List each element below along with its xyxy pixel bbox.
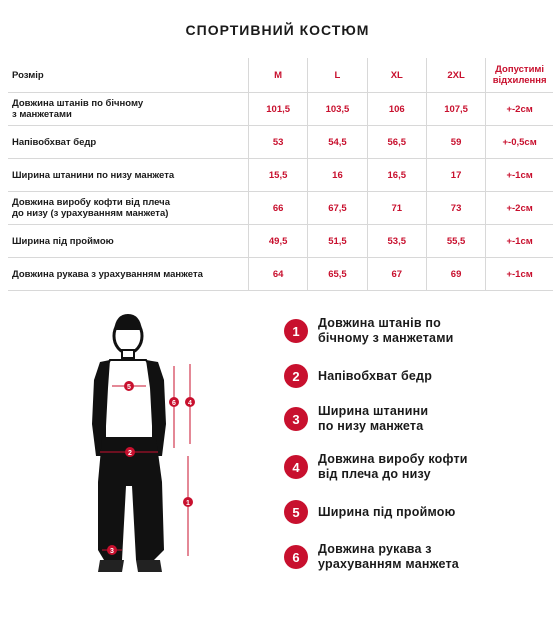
- header-size-l: L: [308, 58, 367, 93]
- marker-2: 2: [128, 450, 132, 457]
- legend-text: Ширина штанини по низу манжета: [318, 404, 429, 433]
- cell-m: 49,5: [248, 225, 307, 258]
- legend-text: Довжина рукава з урахуванням манжета: [318, 542, 459, 571]
- cell-m: 101,5: [248, 93, 307, 126]
- cell-m: 64: [248, 258, 307, 291]
- header-tolerance: Допустимі відхилення: [486, 58, 553, 93]
- cell-m: 53: [248, 126, 307, 159]
- legend-number-badge: 3: [284, 407, 308, 431]
- cell-m: 66: [248, 192, 307, 225]
- cell-l: 67,5: [308, 192, 367, 225]
- header-size-2xl: 2XL: [426, 58, 485, 93]
- page-title: СПОРТИВНИЙ КОСТЮМ: [185, 22, 370, 38]
- cell-l: 54,5: [308, 126, 367, 159]
- legend-number-badge: 1: [284, 319, 308, 343]
- tracksuit-figure: [70, 306, 240, 596]
- cell-tolerance: +-2см: [486, 93, 553, 126]
- table-row: [8, 126, 553, 159]
- cell-xl: 53,5: [367, 225, 426, 258]
- cell-xl: 67: [367, 258, 426, 291]
- cell-tolerance: +-1см: [486, 159, 553, 192]
- marker-3: 3: [110, 548, 114, 555]
- row-label: Ширина під проймою: [8, 225, 248, 258]
- cell-l: 51,5: [308, 225, 367, 258]
- cell-2xl: 55,5: [426, 225, 485, 258]
- marker-1: 1: [186, 500, 190, 507]
- cell-m: 15,5: [248, 159, 307, 192]
- cell-tolerance: +-1см: [486, 225, 553, 258]
- cell-tolerance: +-1см: [486, 258, 553, 291]
- legend-item: [284, 404, 428, 434]
- legend-item: [284, 500, 455, 524]
- row-label: Довжина виробу кофти від плеча до низу (з урахуванням манжета): [8, 192, 248, 225]
- legend-item: [284, 452, 468, 482]
- table-row: [8, 159, 553, 192]
- row-label: Напівобхват бедр: [8, 126, 248, 159]
- header-size-m: M: [248, 58, 307, 93]
- legend-item: [284, 316, 454, 346]
- cell-2xl: 107,5: [426, 93, 485, 126]
- figure-beanie: [114, 314, 142, 330]
- marker-5: 5: [127, 384, 131, 391]
- table-row: [8, 225, 553, 258]
- cell-2xl: 73: [426, 192, 485, 225]
- cell-2xl: 69: [426, 258, 485, 291]
- table-row: [8, 93, 553, 126]
- cell-2xl: 17: [426, 159, 485, 192]
- header-size-xl: XL: [367, 58, 426, 93]
- legend-item: [284, 364, 432, 388]
- row-label: Довжина штанів по бічному з манжетами: [8, 93, 248, 126]
- row-label: Ширина штанини по низу манжета: [8, 159, 248, 192]
- cell-2xl: 59: [426, 126, 485, 159]
- marker-6: 6: [172, 400, 176, 407]
- size-table: [8, 58, 553, 291]
- row-label: Довжина рукава з урахуванням манжета: [8, 258, 248, 291]
- legend-text: Довжина штанів по бічному з манжетами: [318, 316, 454, 345]
- legend-number-badge: 6: [284, 545, 308, 569]
- header-size-label: Розмір: [8, 58, 248, 93]
- cell-l: 16: [308, 159, 367, 192]
- legend-text: Напівобхват бедр: [318, 368, 433, 383]
- table-header-row: [8, 58, 553, 93]
- legend-item: [284, 542, 459, 572]
- cell-xl: 16,5: [367, 159, 426, 192]
- cell-xl: 56,5: [367, 126, 426, 159]
- cell-xl: 71: [367, 192, 426, 225]
- cell-l: 103,5: [308, 93, 367, 126]
- legend-number-badge: 5: [284, 500, 308, 524]
- legend-number-badge: 2: [284, 364, 308, 388]
- table-row: [8, 192, 553, 225]
- figure-right-shoe: [136, 560, 162, 572]
- legend-text: Довжина виробу кофти від плеча до низу: [318, 452, 468, 481]
- figure-neck: [122, 350, 134, 358]
- legend-text: Ширина під проймою: [318, 504, 456, 519]
- cell-xl: 106: [367, 93, 426, 126]
- cell-tolerance: +-2см: [486, 192, 553, 225]
- legend-number-badge: 4: [284, 455, 308, 479]
- marker-4: 4: [188, 400, 192, 407]
- figure-left-shoe: [98, 560, 124, 572]
- cell-l: 65,5: [308, 258, 367, 291]
- cell-tolerance: +-0,5см: [486, 126, 553, 159]
- table-row: [8, 258, 553, 291]
